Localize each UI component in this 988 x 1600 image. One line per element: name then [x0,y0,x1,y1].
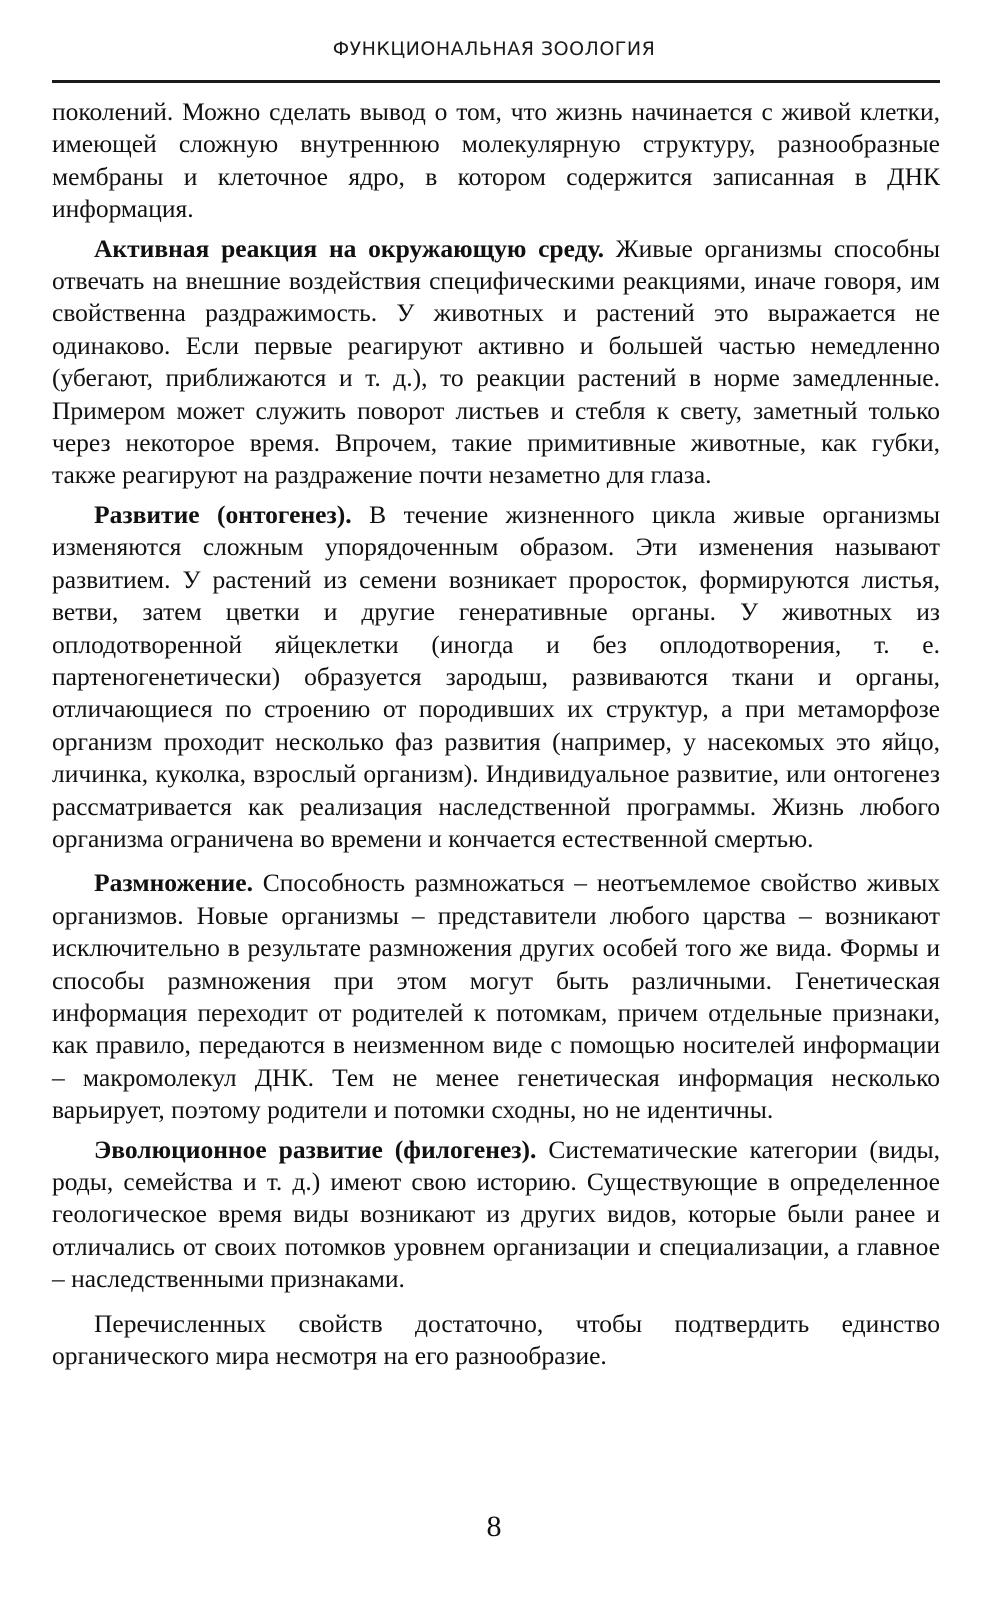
paragraph-text: Систематические категории (виды, роды, семейства и т. д.) имеют свою историю. Существующие в определенное геологическое время виды возникают из других видов, которые были ранее и отличались от своих потомков уровнем организации и специализации, а главное – наследственными признаками. [52,1134,941,1294]
paragraph-text: поколений. Можно сделать вывод о том, что жизнь начинается с живой клетки, имеющей сложную внутреннюю молекулярную структуру, разнообразные мембраны и клеточное ядро, в котором содержится записанная в ДНК информация. [52,97,940,224]
paragraph-conclusion [52,1308,940,1373]
paragraph-term: Развитие (онтогенез). [94,499,352,529]
paragraph-term: Размножение. [94,868,253,898]
page-number: 8 [486,1510,502,1543]
paragraph-text: В течение жизненного цикла живые организмы изменяются сложным упорядоченным образом. Эти изменения называют развитием. У растений из семени возникает проросток, формируются листья, ветви, затем цветки и другие генеративные органы. У животных из оплодотворенной яйцеклетки (иногда и без оплодотворения, т. е. партеногенетически) образуется зародыш, развиваются ткани и органы, отличающиеся по строению от породивших их структур, а при метаморфозе организм проходит несколько фаз развития (например, у насекомых это яйцо, личинка, куколка, взрослый организм). Индивидуальное развитие, или онтогенез рассматривается как реализация наследственной программы. Жизнь любого организма ограничена во времени и кончается естественной смертью. [52,499,940,853]
paragraph-active-reaction [52,233,940,492]
paragraph-reproduction [52,867,940,1126]
paragraph-text: Живые организмы способны отвечать на внешние воздействия специфическими реакциями, иначе говоря, им свойственна раздражимость. У животных и растений это выражается не одинаково. Если первые реагируют активно и большей частью немедленно (убегают, приближаются и т. д.), то реакции растений в норме замедленные. Примером может служить поворот листьев и стебля к свету, заметный только через некоторое время. Впрочем, такие примитивные животные, как губки, также реагируют на раздражение почти незаметно для глаза. [52,233,940,490]
paragraph-evolution [52,1134,940,1296]
paragraph-term: Активная реакция на окружающую среду. [94,233,605,263]
page-body [52,96,940,1372]
header-rule [52,80,940,83]
paragraph-text: Способность размножаться – неотъемлемое свойство живых организмов. Новые организмы – представители любого царства – возникают исключительно в результате размножения других особей того же вида. Формы и способы размножения при этом могут быть различными. Генетическая информация переходит от родителей к потомкам, причем отдельные признаки, как правило, передаются в неизменном виде с помощью носителей информации – макромолекул ДНК. Тем не менее генетическая информация несколько варьирует, поэтому родители и потомки сходны, но не идентичны. [52,868,940,1125]
running-head: ФУНКЦИОНАЛЬНАЯ ЗООЛОГИЯ [332,38,656,60]
paragraph-term: Эволюционное развитие (филогенез). [94,1134,537,1164]
paragraph-continuation [52,96,940,226]
paragraph-development [52,499,940,855]
paragraph-text: Перечисленных свойств достаточно, чтобы подтвердить единство органического мира несмотря на его разнообразие. [52,1308,940,1371]
